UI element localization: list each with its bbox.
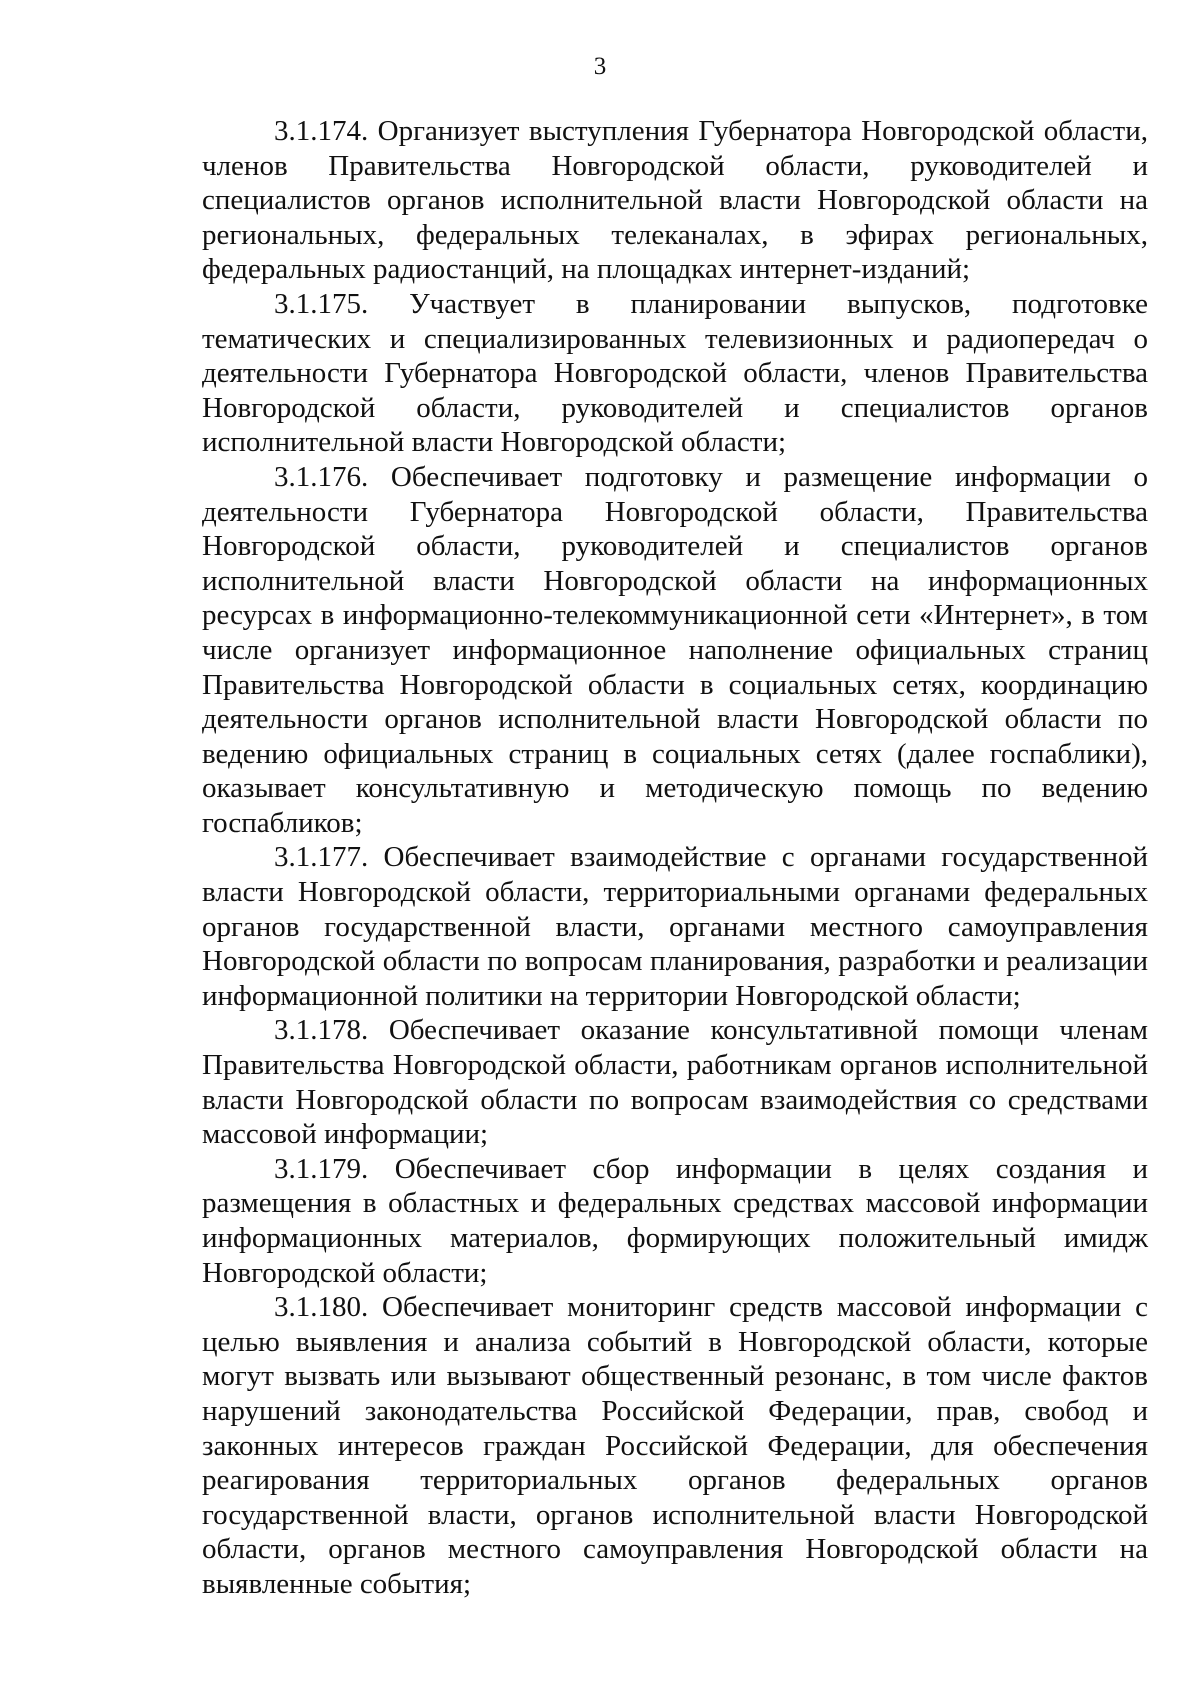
paragraph-3-1-175: 3.1.175. Участвует в планировании выпусков, подготовке тематических и специализированных телевизионных и радиопередач о деятельности Губернатора Новгородской области, членов Правительства Новгородской области, руководителей и специалистов органов исполнительной власти Новгородской области; xyxy=(202,287,1148,459)
paragraph-3-1-174: 3.1.174. Организует выступления Губернатора Новгородской области, членов Правительства Новгородской области, руководителей и специалистов органов исполнительной власти Новгородской области на региональных, федеральных телеканалах, в эфирах региональных, федеральных радиостанций, на площадках интернет-изданий; xyxy=(202,115,1148,286)
paragraph-3-1-179: 3.1.179. Обеспечивает сбор информации в целях создания и размещения в областных и федеральных средствах массовой информации информационных материалов, формирующих положительный имидж Новгородской области; xyxy=(202,1152,1148,1289)
page-number: 3 xyxy=(593,53,607,80)
document-body xyxy=(202,114,1148,1602)
paragraph-3-1-177: 3.1.177. Обеспечивает взаимодействие с органами государственной власти Новгородской области, территориальными органами федеральных органов государственной власти, органами местного самоуправления Новгородской области по вопросам планирования, разработки и реализации информационной политики на территории Новгородской области; xyxy=(202,841,1148,1012)
paragraph-3-1-176: 3.1.176. Обеспечивает подготовку и размещение информации о деятельности Губернатора Новгородской области, Правительства Новгородской области, руководителей и специалистов органов исполнительной власти Новгородской области на информационных ресурсах в информационно-телекоммуникационной сети «Интернет», в том числе организует информационное наполнение официальных страниц Правительства Новгородской области в социальных сетях, координацию деятельности органов исполнительной власти Новгородской области по ведению официальных страниц в социальных сетях (далее госпаблики), оказывает консультативную и методическую помощь по ведению госпабликов; xyxy=(202,460,1148,839)
paragraph-3-1-180: 3.1.180. Обеспечивает мониторинг средств массовой информации с целью выявления и анализа событий в Новгородской области, которые могут вызвать или вызывают общественный резонанс, в том числе фактов нарушений законодательства Российской Федерации, прав, свобод и законных интересов граждан Российской Федерации, для обеспечения реагирования территориальных органов федеральных органов государственной власти, органов исполнительной власти Новгородской области, органов местного самоуправления Новгородской области на выявленные события; xyxy=(202,1291,1148,1600)
paragraph-3-1-178: 3.1.178. Обеспечивает оказание консультативной помощи членам Правительства Новгородской области, работникам органов исполнительной власти Новгородской области по вопросам взаимодействия со средствами массовой информации; xyxy=(202,1014,1148,1151)
